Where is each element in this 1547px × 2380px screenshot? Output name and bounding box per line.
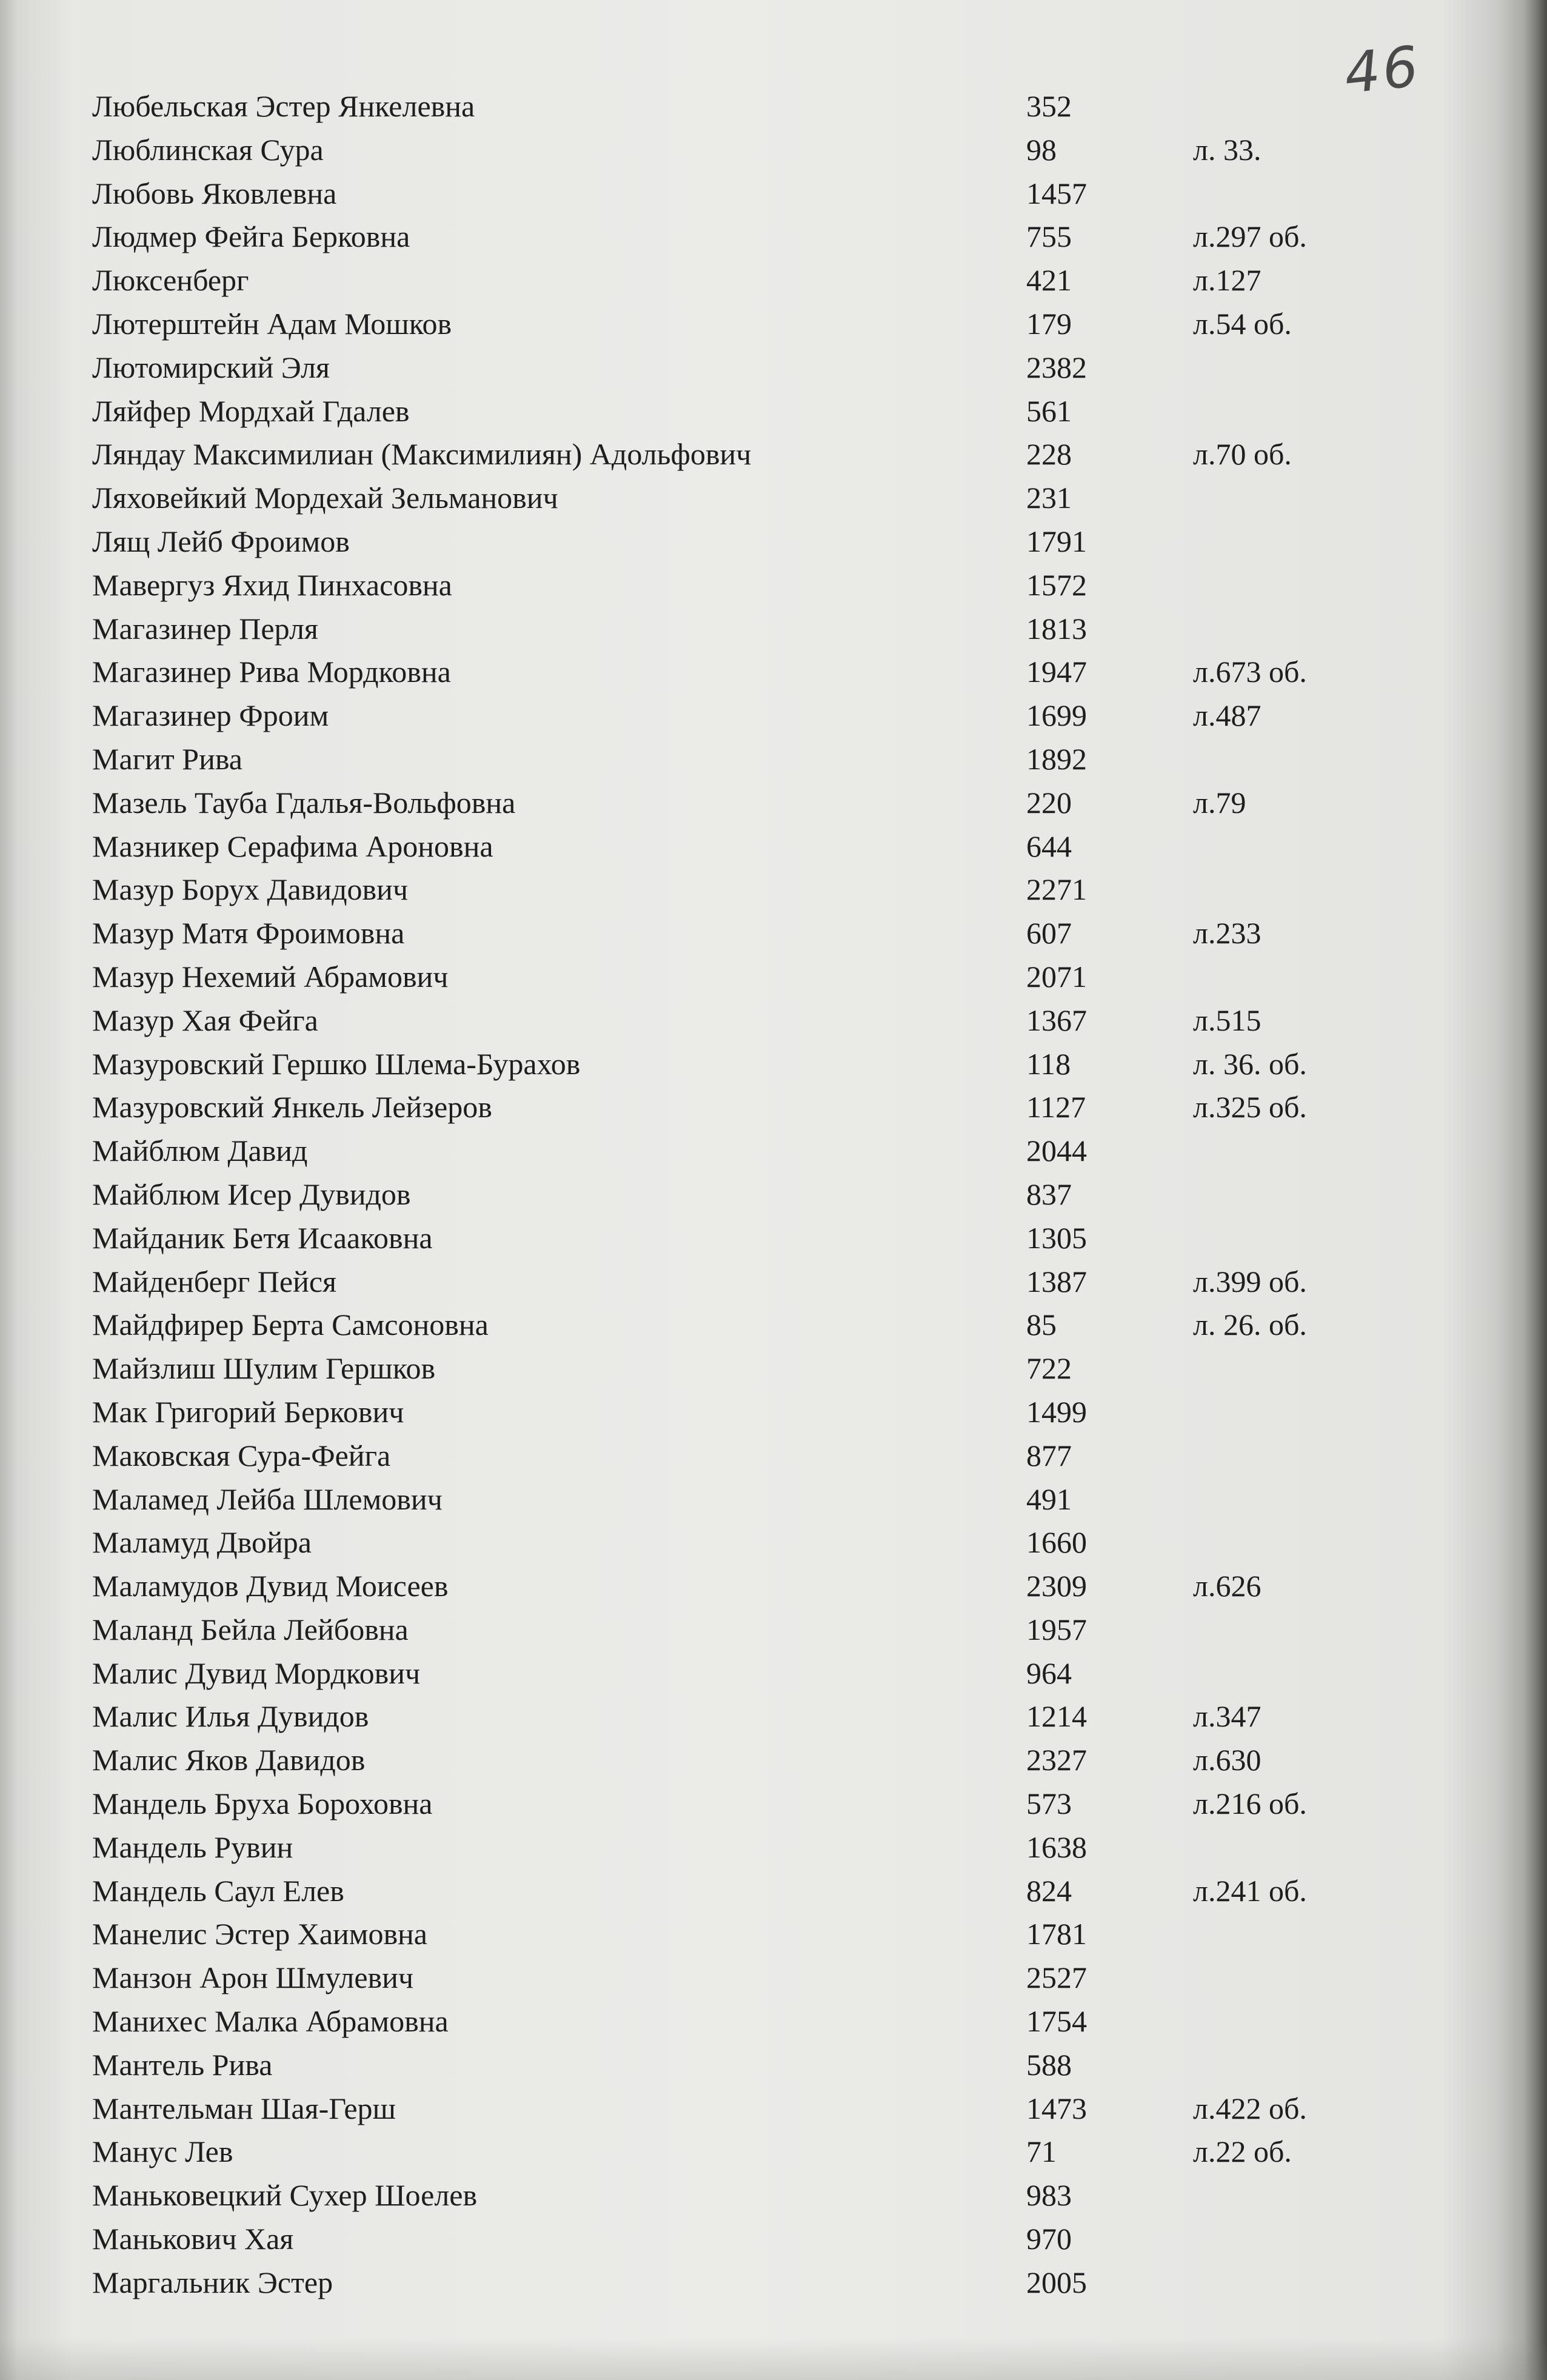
list-item xyxy=(0,433,1547,476)
list-item xyxy=(0,1782,1547,1826)
entry-name: Мазель Тауба Гдалья-Вольфовна xyxy=(92,785,516,820)
entry-name: Маланд Бейла Лейбовна xyxy=(92,1612,409,1646)
list-item xyxy=(0,1173,1547,1217)
list-item xyxy=(0,650,1547,694)
list-item xyxy=(0,1739,1547,1782)
entry-name: Маламуд Двойра xyxy=(92,1525,312,1560)
entry-number: 2382 xyxy=(1026,350,1087,384)
entry-number: 228 xyxy=(1026,437,1072,472)
entry-folio: л.233 xyxy=(1193,916,1261,951)
list-item xyxy=(0,607,1547,651)
list-item xyxy=(0,868,1547,912)
entry-folio: л.54 об. xyxy=(1193,306,1292,341)
entry-number: 231 xyxy=(1026,481,1072,515)
list-item xyxy=(0,520,1547,564)
list-item xyxy=(0,1478,1547,1522)
entry-number: 1947 xyxy=(1026,655,1087,689)
list-item xyxy=(0,955,1547,999)
list-item xyxy=(0,1391,1547,1434)
list-item xyxy=(0,2044,1547,2087)
list-item xyxy=(0,738,1547,781)
entry-name: Ляховейкий Мордехай Зельманович xyxy=(92,481,558,515)
entry-number: 1305 xyxy=(1026,1220,1087,1255)
entry-name: Манзон Арон Шмулевич xyxy=(92,1960,414,1995)
entry-name: Малис Илья Дувидов xyxy=(92,1699,369,1734)
entry-folio: л.127 xyxy=(1193,263,1261,298)
name-index-list xyxy=(0,85,1547,2305)
entry-name: Люблинская Сура xyxy=(92,132,324,167)
entry-name: Майзлиш Шулим Гершков xyxy=(92,1351,436,1386)
entry-name: Майблюм Давид xyxy=(92,1134,308,1168)
entry-folio: л.347 xyxy=(1193,1699,1261,1734)
list-item xyxy=(0,129,1547,172)
entry-number: 2309 xyxy=(1026,1569,1087,1603)
entry-name: Манус Лев xyxy=(92,2134,233,2169)
entry-number: 1499 xyxy=(1026,1394,1087,1429)
entry-name: Майданик Бетя Исааковна xyxy=(92,1220,433,1255)
entry-name: Малис Яков Давидов xyxy=(92,1743,366,1777)
entry-number: 824 xyxy=(1026,1873,1072,1908)
list-item xyxy=(0,1129,1547,1173)
entry-number: 837 xyxy=(1026,1177,1072,1211)
entry-name: Маньковецкий Сухер Шоелев xyxy=(92,2178,478,2213)
entry-number: 1127 xyxy=(1026,1090,1086,1125)
entry-name: Манихес Малка Абрамовна xyxy=(92,2004,449,2039)
list-item xyxy=(0,1695,1547,1739)
entry-number: 1387 xyxy=(1026,1264,1087,1299)
list-item xyxy=(0,999,1547,1043)
entry-number: 352 xyxy=(1026,89,1072,123)
entry-folio: л.241 об. xyxy=(1193,1873,1307,1908)
entry-name: Людмер Фейга Берковна xyxy=(92,219,410,254)
handwritten-page-number: 46 xyxy=(1341,33,1424,107)
entry-number: 1660 xyxy=(1026,1525,1087,1560)
entry-number: 491 xyxy=(1026,1482,1072,1516)
list-item xyxy=(0,1303,1547,1347)
entry-number: 644 xyxy=(1026,829,1072,863)
entry-number: 71 xyxy=(1026,2134,1057,2169)
entry-name: Маковская Сура-Фейга xyxy=(92,1438,391,1472)
entry-name: Мазникер Серафима Ароновна xyxy=(92,829,493,863)
entry-folio: л.297 об. xyxy=(1193,219,1307,254)
list-item xyxy=(0,2218,1547,2261)
entry-folio: л. 36. об. xyxy=(1193,1046,1307,1081)
entry-folio: л.79 xyxy=(1193,785,1246,820)
entry-name: Магазинер Перля xyxy=(92,611,318,646)
entry-name: Ляйфер Мордхай Гдалев xyxy=(92,393,410,428)
entry-folio: л.630 xyxy=(1193,1743,1261,1777)
entry-name: Лютерштейн Адам Мошков xyxy=(92,306,452,341)
list-item xyxy=(0,781,1547,825)
entry-name: Мазуровский Янкель Лейзеров xyxy=(92,1090,492,1125)
list-item xyxy=(0,172,1547,216)
entry-name: Маргальник Эстер xyxy=(92,2265,333,2299)
entry-folio: л.216 об. xyxy=(1193,1787,1307,1821)
list-item xyxy=(0,1565,1547,1608)
entry-number: 1367 xyxy=(1026,1003,1087,1037)
list-item xyxy=(0,825,1547,869)
entry-name: Майдфирер Берта Самсоновна xyxy=(92,1308,489,1342)
entry-number: 118 xyxy=(1026,1046,1071,1081)
list-item xyxy=(0,1652,1547,1696)
entry-name: Манькович Хая xyxy=(92,2222,294,2256)
list-item xyxy=(0,1913,1547,1956)
entry-number: 970 xyxy=(1026,2222,1072,2256)
entry-name: Майденберг Пейся xyxy=(92,1264,337,1299)
entry-name: Магазинер Фроим xyxy=(92,698,329,733)
entry-folio: л. 33. xyxy=(1193,132,1261,167)
entry-name: Малис Дувид Мордкович xyxy=(92,1656,421,1690)
entry-name: Мантельман Шая-Герш xyxy=(92,2091,396,2125)
list-item xyxy=(0,303,1547,346)
entry-name: Лютомирский Эля xyxy=(92,350,330,384)
entry-folio: л.70 об. xyxy=(1193,437,1292,472)
entry-number: 1754 xyxy=(1026,2004,1087,2039)
entry-name: Люксенберг xyxy=(92,263,249,298)
list-item xyxy=(0,85,1547,129)
entry-number: 1699 xyxy=(1026,698,1087,733)
list-item xyxy=(0,2130,1547,2174)
entry-number: 561 xyxy=(1026,393,1072,428)
list-item xyxy=(0,1826,1547,1870)
entry-number: 220 xyxy=(1026,785,1072,820)
entry-name: Мазуровский Гершко Шлема-Бурахов xyxy=(92,1046,581,1081)
entry-number: 1957 xyxy=(1026,1612,1087,1646)
list-item xyxy=(0,2261,1547,2305)
entry-name: Мазур Матя Фроимовна xyxy=(92,916,405,951)
entry-number: 1813 xyxy=(1026,611,1087,646)
list-item xyxy=(0,1434,1547,1478)
list-item xyxy=(0,1043,1547,1086)
entry-number: 1473 xyxy=(1026,2091,1087,2125)
entry-number: 983 xyxy=(1026,2178,1072,2213)
list-item xyxy=(0,390,1547,433)
entry-name: Магазинер Рива Мордковна xyxy=(92,655,451,689)
list-item xyxy=(0,1217,1547,1260)
entry-folio: л.673 об. xyxy=(1193,655,1307,689)
list-item xyxy=(0,1260,1547,1304)
entry-name: Мавергуз Яхид Пинхасовна xyxy=(92,567,452,602)
entry-number: 2271 xyxy=(1026,872,1087,907)
entry-folio: л.487 xyxy=(1193,698,1261,733)
entry-folio: л. 26. об. xyxy=(1193,1308,1307,1342)
entry-folio: л.626 xyxy=(1193,1569,1261,1603)
entry-number: 755 xyxy=(1026,219,1072,254)
list-item xyxy=(0,1521,1547,1565)
page-bottom-shadow xyxy=(0,2338,1547,2380)
entry-number: 1572 xyxy=(1026,567,1087,602)
entry-name: Мандель Рувин xyxy=(92,1830,293,1864)
entry-number: 722 xyxy=(1026,1351,1072,1386)
list-item xyxy=(0,2000,1547,2044)
entry-number: 421 xyxy=(1026,263,1072,298)
entry-number: 1781 xyxy=(1026,1917,1087,1951)
entry-number: 85 xyxy=(1026,1308,1057,1342)
entry-number: 1457 xyxy=(1026,176,1087,210)
entry-name: Мандель Саул Елев xyxy=(92,1873,344,1908)
entry-folio: л.399 об. xyxy=(1193,1264,1307,1299)
list-item xyxy=(0,912,1547,955)
list-item xyxy=(0,1086,1547,1129)
entry-number: 2527 xyxy=(1026,1960,1087,1995)
entry-folio: л.515 xyxy=(1193,1003,1261,1037)
entry-name: Майблюм Исер Дувидов xyxy=(92,1177,411,1211)
entry-name: Маламед Лейба Шлемович xyxy=(92,1482,443,1516)
list-item xyxy=(0,564,1547,607)
list-item xyxy=(0,2174,1547,2218)
list-item xyxy=(0,2087,1547,2131)
entry-name: Ляндау Максимилиан (Максимилиян) Адольфович xyxy=(92,437,752,472)
entry-number: 1892 xyxy=(1026,741,1087,776)
entry-number: 2327 xyxy=(1026,1743,1087,1777)
entry-name: Мазур Хая Фейга xyxy=(92,1003,318,1037)
entry-name: Мазур Нехемий Абрамович xyxy=(92,959,449,994)
list-item xyxy=(0,1956,1547,2000)
entry-folio: л.22 об. xyxy=(1193,2134,1292,2169)
list-item xyxy=(0,476,1547,520)
entry-folio: л.325 об. xyxy=(1193,1090,1307,1125)
list-item xyxy=(0,1870,1547,1913)
entry-number: 607 xyxy=(1026,916,1072,951)
entry-number: 2071 xyxy=(1026,959,1087,994)
list-item xyxy=(0,1608,1547,1652)
entry-number: 877 xyxy=(1026,1438,1072,1472)
entry-number: 98 xyxy=(1026,132,1057,167)
list-item xyxy=(0,694,1547,738)
list-item xyxy=(0,259,1547,303)
entry-name: Мак Григорий Беркович xyxy=(92,1394,404,1429)
list-item xyxy=(0,346,1547,390)
entry-name: Манелис Эстер Хаимовна xyxy=(92,1917,428,1951)
entry-number: 588 xyxy=(1026,2047,1072,2082)
entry-name: Любельская Эстер Янкелевна xyxy=(92,89,475,123)
entry-name: Любовь Яковлевна xyxy=(92,176,337,210)
entry-name: Лящ Лейб Фроимов xyxy=(92,524,350,558)
entry-name: Мазур Борух Давидович xyxy=(92,872,409,907)
entry-number: 573 xyxy=(1026,1787,1072,1821)
entry-name: Мантель Рива xyxy=(92,2047,273,2082)
entry-number: 1638 xyxy=(1026,1830,1087,1864)
list-item xyxy=(0,215,1547,259)
entry-number: 2005 xyxy=(1026,2265,1087,2299)
entry-folio: л.422 об. xyxy=(1193,2091,1307,2125)
entry-number: 1214 xyxy=(1026,1699,1087,1734)
entry-number: 1791 xyxy=(1026,524,1087,558)
entry-name: Маламудов Дувид Моисеев xyxy=(92,1569,449,1603)
entry-number: 964 xyxy=(1026,1656,1072,1690)
list-item xyxy=(0,1347,1547,1391)
entry-name: Мандель Бруха Бороховна xyxy=(92,1787,433,1821)
entry-number: 179 xyxy=(1026,306,1072,341)
entry-number: 2044 xyxy=(1026,1134,1087,1168)
entry-name: Магит Рива xyxy=(92,741,242,776)
